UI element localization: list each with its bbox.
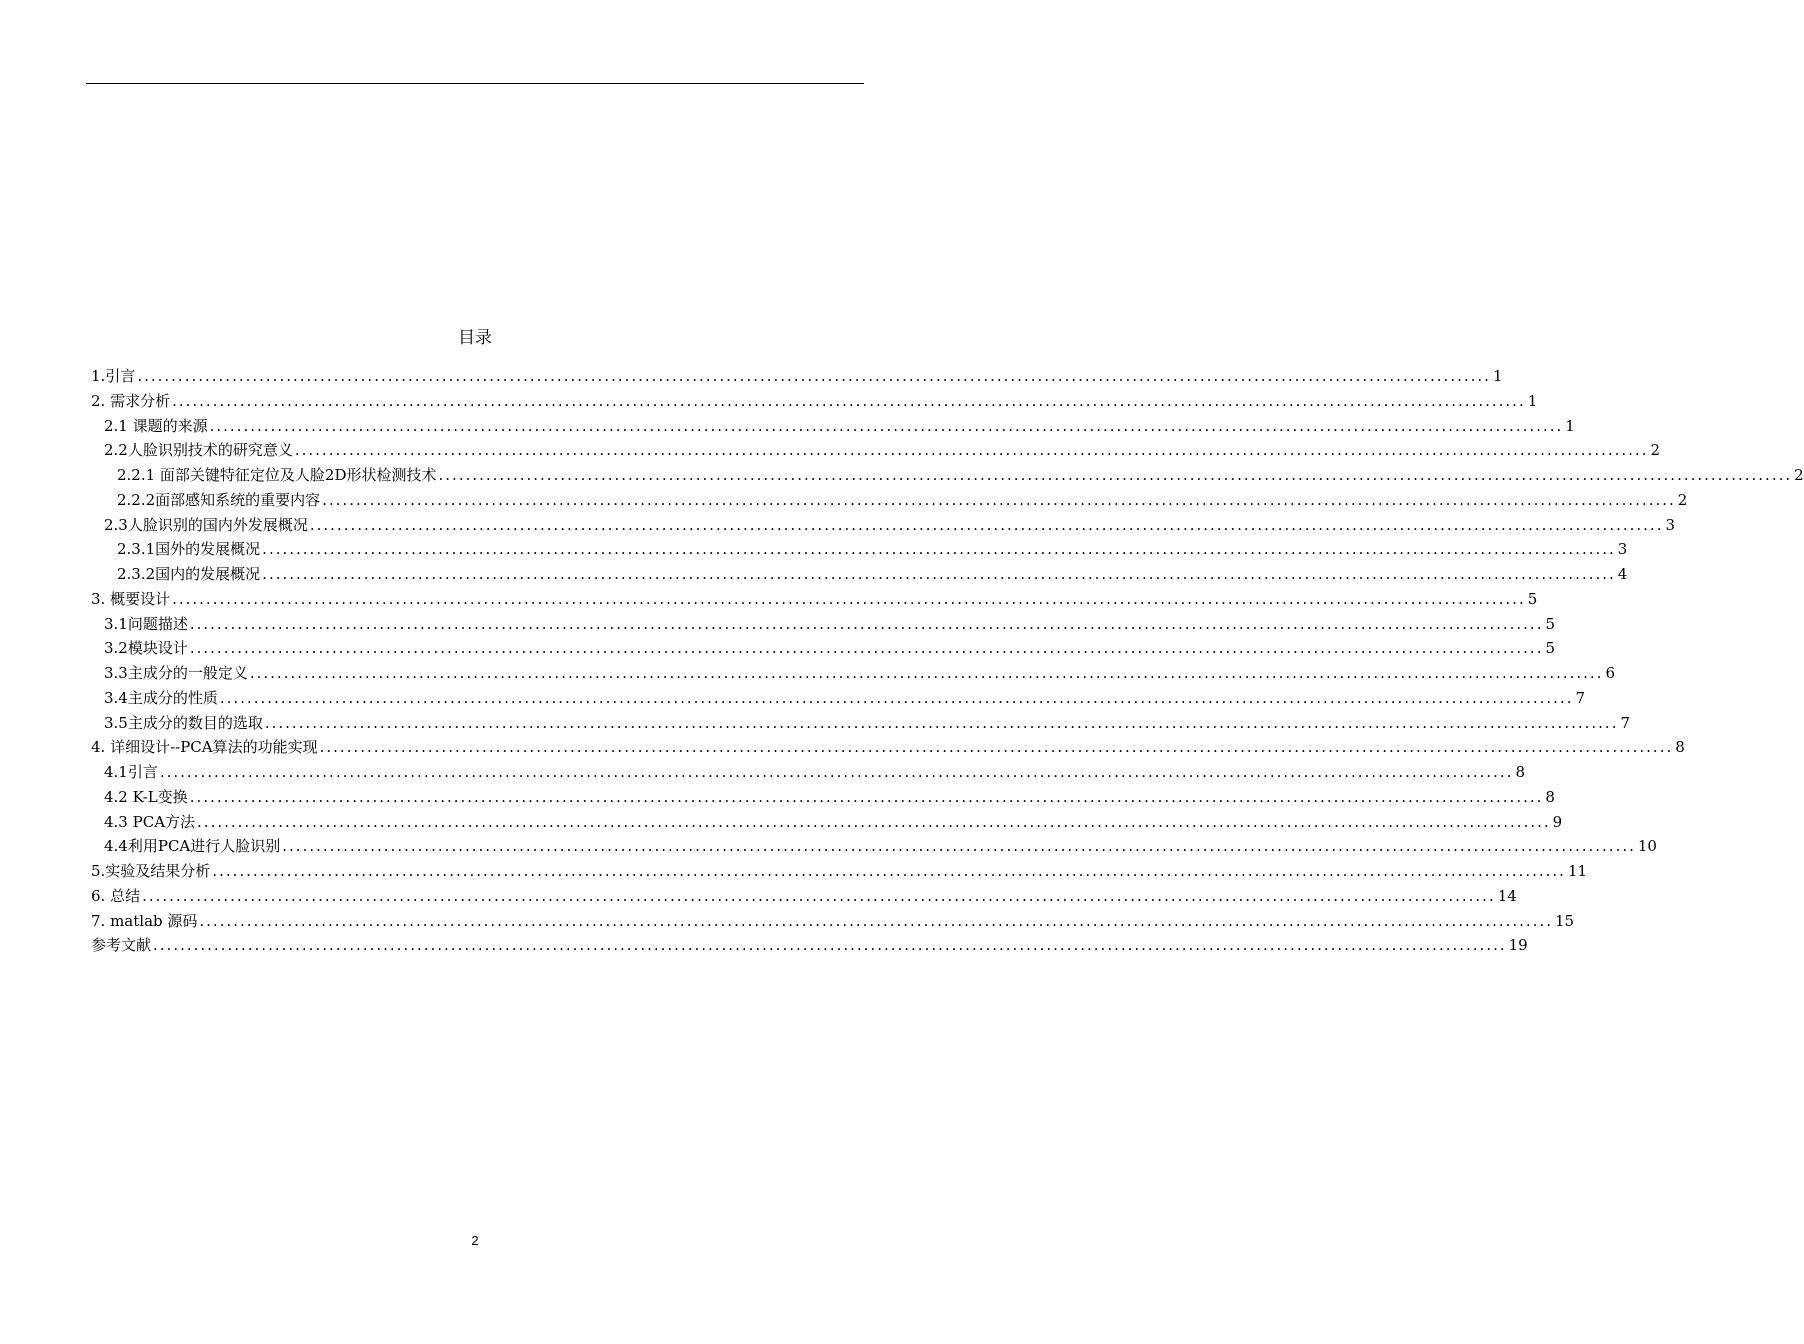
header-rule	[86, 83, 864, 84]
toc-entry[interactable]	[91, 587, 1538, 612]
toc-entry-label: 4.4利用PCA进行人脸识别	[104, 837, 281, 856]
dot-leader: ........................................................................................................................................................................................................	[322, 490, 1676, 509]
toc-entry-page: 1	[1492, 367, 1503, 385]
toc-title: 目录	[458, 328, 492, 348]
toc-entry[interactable]	[91, 909, 1575, 934]
toc-entry-label: 3.2模块设计	[104, 639, 188, 658]
dot-leader: ........................................................................................................................................................................................................	[319, 738, 1674, 757]
toc-entry-page: 8	[1515, 763, 1526, 781]
toc-entry-label: 2.3.1国外的发展概况	[117, 540, 261, 559]
toc-entry-label: 5.实验及结果分析	[91, 862, 211, 880]
toc-entry[interactable]	[91, 884, 1517, 909]
toc-entry[interactable]	[91, 537, 1628, 562]
toc-entry[interactable]	[91, 463, 1804, 488]
toc-entry-label: 3.4主成分的性质	[104, 688, 218, 707]
toc-entry[interactable]	[91, 661, 1616, 686]
toc-entry-label: 4. 详细设计--PCA算法的功能实现	[91, 738, 318, 757]
dot-leader: ........................................................................................................................................................................................................	[212, 862, 1566, 880]
toc-entry-page: 9	[1552, 812, 1563, 831]
toc-entry-label: 4.3 PCA方法	[104, 812, 196, 831]
dot-leader: ........................................................................................................................................................................................................	[209, 416, 1564, 435]
toc-entry[interactable]	[91, 562, 1628, 587]
toc-entry-page: 1	[1527, 391, 1538, 410]
toc-entry-page: 8	[1545, 787, 1555, 806]
toc-entry[interactable]	[91, 513, 1676, 538]
toc-entry-page: 10	[1637, 837, 1657, 856]
dot-leader: ........................................................................................................................................................................................................	[142, 886, 1496, 905]
toc-entry-page: 3	[1617, 540, 1628, 559]
dot-leader: ........................................................................................................................................................................................................	[294, 441, 1649, 460]
toc-entry-label: 4.1引言	[104, 763, 158, 781]
dot-leader: ........................................................................................................................................................................................................	[249, 664, 1604, 682]
dot-leader: ........................................................................................................................................................................................................	[189, 639, 1544, 658]
toc-entry[interactable]	[91, 389, 1538, 414]
dot-leader: ........................................................................................................................................................................................................	[172, 589, 1526, 608]
page-number: 2	[471, 1233, 479, 1248]
dot-leader: ........................................................................................................................................................................................................	[282, 837, 1636, 856]
toc-entry-page: 7	[1575, 688, 1586, 707]
toc-entry[interactable]	[91, 414, 1575, 439]
dot-leader: ........................................................................................................................................................................................................	[262, 540, 1616, 559]
dot-leader: ........................................................................................................................................................................................................	[137, 367, 1491, 385]
toc-entry-label: 参考文献	[91, 936, 152, 955]
dot-leader: ........................................................................................................................................................................................................	[219, 688, 1574, 707]
toc-entry-label: 4.2 K-L变换	[104, 787, 188, 806]
toc-entry-label: 2.2.1 面部关键特征定位及人脸2D形状检测技术	[117, 466, 437, 484]
toc-entry-label: 7. matlab 源码	[91, 911, 198, 930]
toc-entry-label: 3. 概要设计	[91, 589, 171, 608]
dot-leader: ........................................................................................................................................................................................................	[197, 812, 1551, 831]
dot-leader: ........................................................................................................................................................................................................	[153, 936, 1507, 955]
dot-leader: ........................................................................................................................................................................................................	[264, 713, 1619, 732]
toc-entry[interactable]	[91, 785, 1555, 810]
toc-entry[interactable]	[91, 834, 1657, 859]
toc-entry-label: 2.2人脸识别技术的研究意义	[104, 441, 293, 460]
toc-entry[interactable]	[91, 810, 1563, 835]
toc-entry-page: 5	[1527, 589, 1538, 608]
toc-entry[interactable]	[91, 760, 1526, 785]
toc-entry-page: 4	[1617, 565, 1628, 583]
toc-entry[interactable]	[91, 438, 1661, 463]
toc-entry-page: 5	[1545, 639, 1556, 658]
toc-entry[interactable]	[91, 933, 1528, 958]
dot-leader: ........................................................................................................................................................................................................	[189, 787, 1544, 806]
dot-leader: ........................................................................................................................................................................................................	[262, 565, 1616, 583]
toc-entry[interactable]	[91, 612, 1556, 637]
toc-entry-page: 2	[1794, 466, 1804, 484]
toc-entry-page: 1	[1565, 416, 1575, 435]
toc-entry[interactable]	[91, 859, 1588, 884]
dot-leader: ........................................................................................................................................................................................................	[199, 911, 1554, 930]
toc-entry-label: 2.2.2面部感知系统的重要内容	[117, 490, 321, 509]
toc-entry-label: 3.5主成分的数目的选取	[104, 713, 263, 732]
toc-entry-page: 2	[1650, 441, 1661, 460]
toc-entry-page: 15	[1555, 911, 1575, 930]
toc-entry-label: 2.3人脸识别的国内外发展概况	[104, 515, 308, 534]
toc-entry-page: 7	[1620, 713, 1631, 732]
toc-entry[interactable]	[91, 735, 1685, 760]
dot-leader: ........................................................................................................................................................................................................	[309, 515, 1664, 534]
toc-entry[interactable]	[91, 686, 1586, 711]
toc-entry-page: 6	[1605, 664, 1616, 682]
toc-entry-label: 3.1问题描述	[104, 614, 188, 633]
toc-entry-label: 2.3.2国内的发展概况	[117, 565, 261, 583]
toc-entry[interactable]	[91, 364, 1503, 389]
toc-entry-label: 6. 总结	[91, 886, 141, 905]
toc-entry[interactable]	[91, 636, 1556, 661]
dot-leader: ........................................................................................................................................................................................................	[159, 763, 1514, 781]
toc-entry-label: 2.1 课题的来源	[104, 416, 208, 435]
toc-entry-label: 2. 需求分析	[91, 391, 171, 410]
toc-entry-page: 19	[1508, 936, 1528, 955]
toc-entry[interactable]	[91, 711, 1631, 736]
toc-entry-page: 14	[1497, 886, 1517, 905]
toc-entry-page: 3	[1665, 515, 1676, 534]
toc-entry[interactable]	[91, 488, 1688, 513]
toc-entry-page: 5	[1545, 614, 1556, 633]
table-of-contents	[91, 364, 1804, 958]
toc-entry-page: 11	[1567, 862, 1588, 880]
dot-leader: ........................................................................................................................................................................................................	[189, 614, 1544, 633]
dot-leader: ........................................................................................................................................................................................................	[438, 466, 1793, 484]
toc-entry-page: 2	[1677, 490, 1688, 509]
dot-leader: ........................................................................................................................................................................................................	[172, 391, 1526, 410]
toc-entry-label: 3.3主成分的一般定义	[104, 664, 248, 682]
toc-entry-label: 1.引言	[91, 367, 136, 385]
toc-entry-page: 8	[1675, 738, 1685, 757]
